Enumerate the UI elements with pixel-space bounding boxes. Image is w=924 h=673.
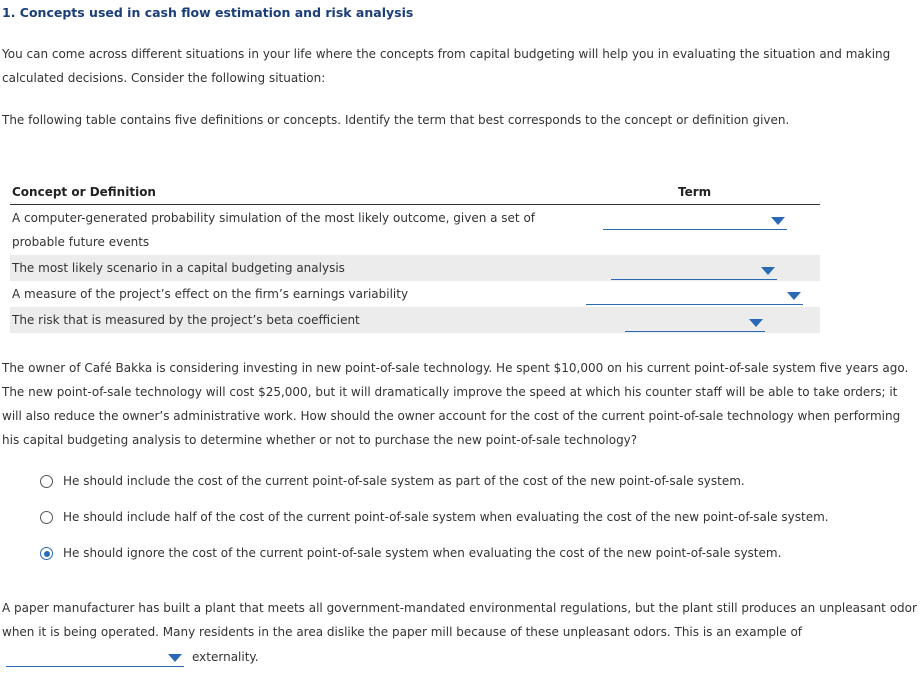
radio-circle-selected[interactable]	[40, 547, 53, 560]
concept-text: The risk that is measured by the project’s beta coefficient	[12, 313, 360, 327]
intro-paragraph: You can come across different situations in your life where the concepts from capital budgeting will help you in evaluating the situation and making calculated decisions. Consider the following situation:	[2, 47, 891, 85]
radio-option-label: He should ignore the cost of the current point-of-sale system when evaluating the cost of the new point-of-sale system.	[63, 546, 782, 560]
table-row	[10, 205, 820, 255]
section-title: 1. Concepts used in cash flow estimation and risk analysis	[2, 5, 414, 20]
concept-text: A computer-generated probability simulation of the most likely outcome, given a set of probable future events	[12, 211, 536, 249]
radio-option-label: He should include half of the cost of the current point-of-sale system when evaluating the cost of the new point-of-sale system.	[63, 510, 829, 524]
caret-down-icon	[761, 267, 775, 275]
term-dropdown-1[interactable]	[603, 211, 787, 230]
radio-circle[interactable]	[40, 475, 53, 488]
caret-down-icon	[787, 292, 801, 300]
term-dropdown-2[interactable]	[611, 261, 777, 280]
term-dropdown-4[interactable]	[625, 313, 765, 332]
concept-text: A measure of the project’s effect on the firm’s earnings variability	[12, 287, 409, 301]
table-row	[10, 255, 820, 281]
caret-down-icon	[749, 319, 763, 327]
table-row	[10, 281, 820, 307]
header-concept: Concept or Definition	[12, 185, 156, 199]
caret-down-icon	[168, 654, 182, 662]
radio-option-label: He should include the cost of the current point-of-sale system as part of the cost of the new point-of-sale system.	[63, 474, 745, 488]
table-intro-paragraph: The following table contains five definitions or concepts. Identify the term that best corresponds to the concept or definition given.	[2, 113, 790, 127]
table-row	[10, 307, 820, 333]
table-header	[10, 182, 820, 205]
header-term: Term	[678, 185, 712, 199]
externality-suffix: externality.	[192, 650, 259, 664]
radio-circle[interactable]	[40, 511, 53, 524]
externality-dropdown[interactable]	[6, 648, 184, 667]
concept-text: The most likely scenario in a capital budgeting analysis	[12, 261, 345, 275]
caret-down-icon	[771, 217, 785, 225]
term-dropdown-3[interactable]	[586, 286, 803, 305]
concepts-table	[10, 182, 820, 333]
question-paragraph: The owner of Café Bakka is considering investing in new point-of-sale technology. He spent $10,000 on his current point-of-sale system five years ago. The new point-of-sale technology will cost $25,000, but it will dramatically improve the speed at which his counter staff will be able to take orders; it will also reduce the owner’s administrative work. How should the owner account for the cost of the current point-of-sale technology when performing his capital budgeting analysis to determine whether or not to purchase the new point-of-sale technology?	[2, 361, 909, 447]
paper-paragraph: A paper manufacturer has built a plant that meets all government-mandated environmental regulations, but the plant still produces an unpleasant odor when it is being operated. Many residents in the area dislike the paper mill because of these unpleasant odors. This is an example of	[2, 601, 917, 639]
